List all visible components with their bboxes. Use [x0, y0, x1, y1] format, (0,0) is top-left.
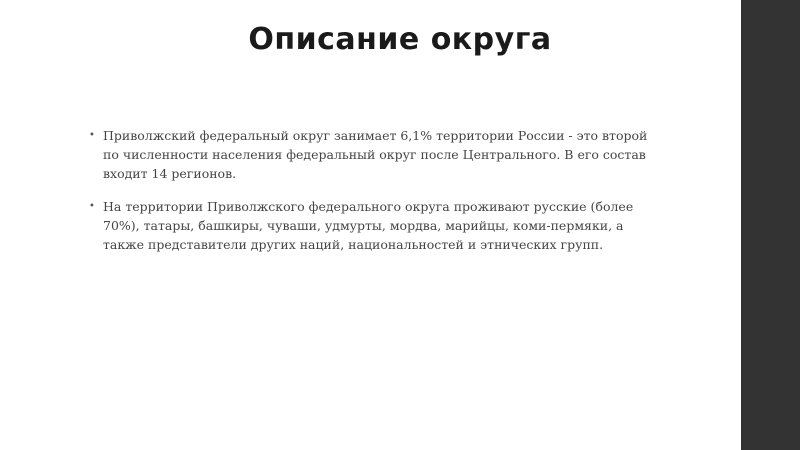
bullet-item [88, 197, 648, 254]
bullet-text: На территории Приволжского федерального округа проживают русские (более 70%), татары, башкиры, чуваши, удмурты, мордва, марийцы, коми-пермяки, а также представители других наций, национальностей и этнических групп. [103, 199, 634, 252]
side-band [741, 0, 800, 450]
bullet-icon: • [89, 201, 95, 212]
bullet-text: Приволжский федеральный округ занимает 6,1% территории России - это второй по численности населения федеральный округ после Центрального. В его состав входит 14 регионов. [103, 128, 648, 181]
slide-title: Описание округа [248, 22, 552, 57]
bullet-icon: • [89, 130, 95, 141]
bullet-item [88, 126, 648, 183]
bullet-list [88, 126, 648, 268]
